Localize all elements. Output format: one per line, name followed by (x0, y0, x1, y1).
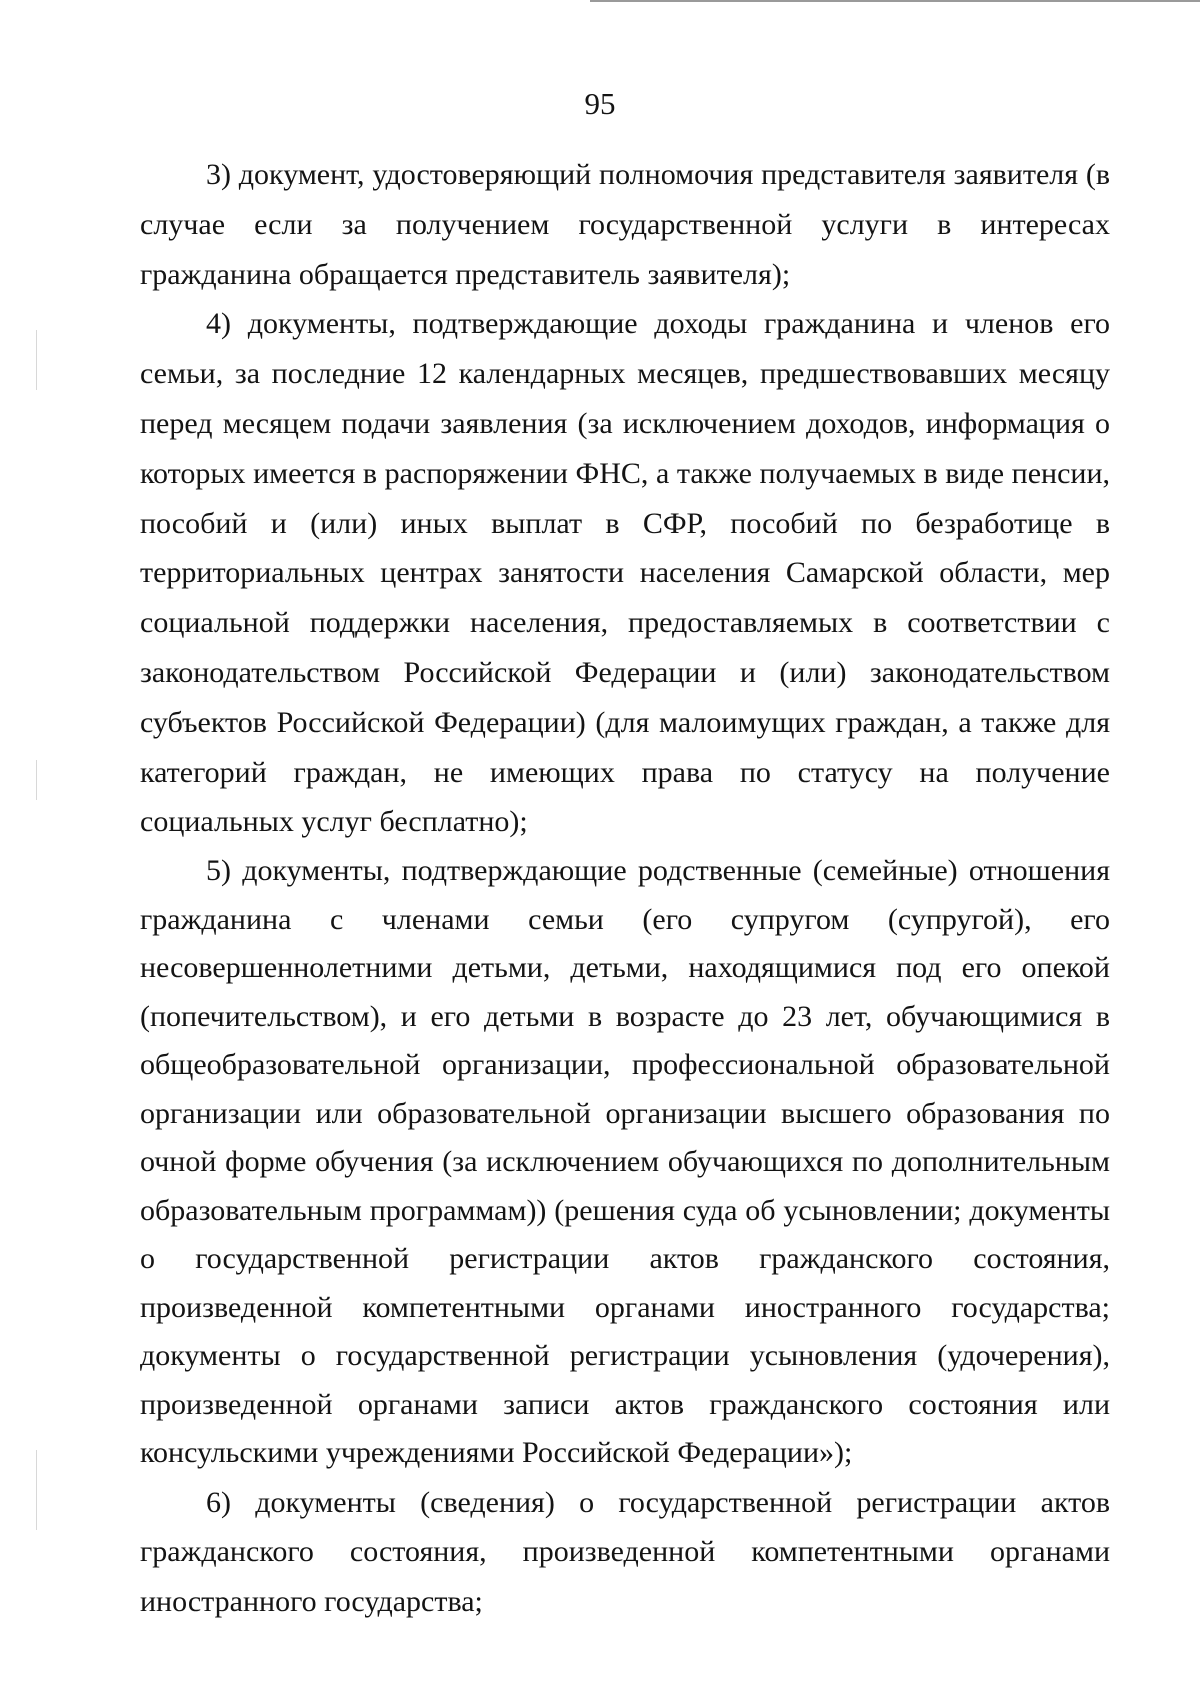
scan-margin-mark (36, 760, 37, 800)
paragraph-item-3: 3) документ, удостоверяющий полномочия представителя заявителя (в случае если за получением государственной услуги в интересах гражданина обращается представитель заявителя); (140, 158, 1110, 291)
scan-edge-line (590, 0, 1200, 2)
paragraph-item-4: 4) документы, подтверждающие доходы гражданина и членов его семьи, за последние 12 календарных месяцев, предшествовавших месяцу перед месяцем подачи заявления (за исключением доходов, информация о которых имеется в распоряжении ФНС, а также получаемых в виде пенсии, пособий и (или) иных выплат в СФР, пособий по безработице в территориальных центрах занятости населения Самарской области, мер социальной поддержки населения, предоставляемых в соответствии с законодательством Российской Федерации и (или) законодательством субъектов Российской Федерации) (для малоимущих граждан, а также для категорий граждан, не имеющих права по статусу на получение социальных услуг бесплатно); (140, 307, 1110, 839)
paragraph-item-5: 5) документы, подтверждающие родственные (семейные) отношения гражданина с членами семьи (его супругом (супругой), его несовершеннолетними детьми, детьми, находящимися под его опекой (попечительством), и его детьми в возрасте до 23 лет, обучающимися в общеобразовательной организации, профессиональной образовательной организации или образовательной организации высшего образования по очной форме обучения (за исключением обучающихся по дополнительным образовательным программам)) (решения суда об усыновлении; документы о государственной регистрации актов гражданского состояния, произведенной компетентными органами иностранного государства; документы о государственной регистрации усыновления (удочерения), произведенной органами записи актов гражданского состояния или консульскими учреждениями Российской Федерации»); (140, 854, 1110, 1470)
document-body (140, 150, 1110, 1627)
paragraph-item-6: 6) документы (сведения) о государственной регистрации актов гражданского состояния, произведенной компетентными органами иностранного государства; (140, 1485, 1110, 1619)
scan-margin-mark (36, 1450, 37, 1530)
scan-margin-mark (36, 330, 37, 390)
page-number: 95 (584, 86, 616, 121)
